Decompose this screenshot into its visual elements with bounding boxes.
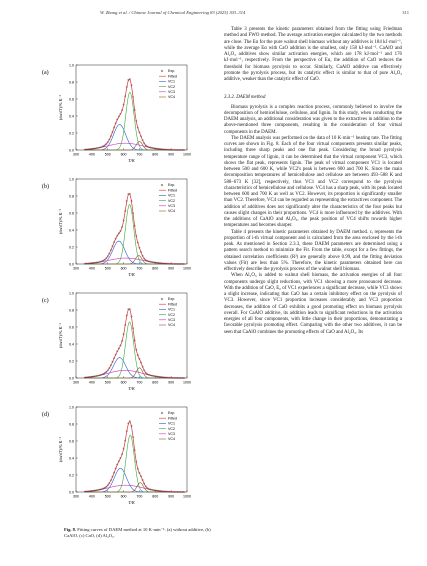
legend-label: VC3 <box>168 90 175 94</box>
y-tick-label: 0.4 <box>69 342 74 347</box>
legend-label: Fitted <box>168 188 177 193</box>
series-line-vc4 <box>84 368 185 378</box>
legend-label: VC2 <box>168 84 175 89</box>
series-line-vc3 <box>84 485 185 492</box>
paragraph-4: Table 4 presents the kinetic parameters obtained by DAEM method. cᵢ represents the proportion of i-th virtual component and is calculated from the area enclosed by the i-th peak. As mentioned in Section 2.3.3, these DAEM parameters are determined using a pattern search method to minimize the Fit. From the table, except for a few fittings, the obtained correlation coefficients (R²) are generally above 0.99, and the fitting deviation values (Fit) are less than 5%. Therefore, the kinetic parameters obtained here can effectively describe the pyrolysis process of the walnut shell biomass. <box>224 229 402 272</box>
paragraph-5: When Al₂O₃ is added to walnut shell biomass, the activation energies of all four components undergo slight reductions, with VC1 showing a more pronounced decrease. With the addition of CaO, E₀ of VC1 experiences a significant decrease, while VC3 shows a slight increase, indicating that CaO has a certain inhibitory effect on the pyrolysis of VC3. However, since VC1 proportion increases considerably and VC3 proportion decreases, the addition of CaO exhibits a good promoting effect on biomass pyrolysis overall. For CaAlO additive, its addition leads to significant reductions in the activation energies of all four components, with little change in their proportions, demonstrating a favorable pyrolysis promoting effect. Comparing with the other two additives, it can be seen that CaAlO combines the promoting effects of CaO and Al₂O₃. Its <box>224 273 402 335</box>
chart-d-svg <box>12 402 217 517</box>
x-tick-label: 1000 <box>183 152 191 157</box>
legend-label: VC4 <box>168 437 175 442</box>
y-axis-label: (dα/dT)/% K⁻¹ <box>58 94 63 121</box>
legend-label: Fitted <box>168 416 177 421</box>
caption-label: Fig. 8. <box>64 527 77 532</box>
legend-label: VC1 <box>168 421 175 426</box>
legend-label: VC3 <box>168 318 175 322</box>
panel-d <box>12 402 217 517</box>
series-line-vc4 <box>84 256 185 264</box>
y-tick-label: 0.2 <box>69 473 74 478</box>
series-line-vc1 <box>84 468 185 492</box>
x-tick-label: 600 <box>120 266 127 271</box>
x-tick-label: 900 <box>168 494 175 499</box>
y-tick-label: 0.0 <box>69 376 74 381</box>
caption-text: Fitting curves of DAEM method at 10 K·min⁻¹: (a) without additive, (b) CaAlO, (c) CaO, (d) Al₂O₃. <box>64 527 211 538</box>
legend-label: Exp. <box>168 69 176 74</box>
y-axis-label: (dα/dT)/% K⁻¹ <box>58 436 63 463</box>
panel-c <box>12 288 217 403</box>
x-tick-label: 1000 <box>183 380 191 385</box>
legend-marker <box>161 412 163 414</box>
journal-citation: W. Zhang et al. / Chinese Journal of Chemical Engineering 83 (2025) 303–314 <box>100 10 246 15</box>
x-tick-label: 900 <box>168 380 175 385</box>
legend-label: VC4 <box>168 323 175 328</box>
x-tick-label: 400 <box>88 380 95 385</box>
x-tick-label: 300 <box>73 494 79 499</box>
legend-label: VC2 <box>168 426 175 431</box>
legend-label: VC2 <box>168 198 175 203</box>
y-tick-label: 1.0 <box>69 405 74 410</box>
right-text-column <box>224 27 402 336</box>
paragraph-3: The DAEM analysis was performed on the data of 10 K·min⁻¹ heating rate. The fitting curves are shown in Fig. 8. Each of the four virtual components presents similar peaks, including three sharp peaks and one flat peak. Considering the broad pyrolysis temperature range of lignin, it can be determined that the virtual component VC3, which shows the flat peak, represents lignin. The peak of virtual component VC1 is located between 500 and 600 K, while VC2's peak is between 600 and 700 K. Since the main decomposition temperatures of hemicellulose and cellulose are between 493–588 K and 588–673 K [32], respectively, thus VC1 and VC2 correspond to the pyrolysis characteristics of hemicellulose and cellulose. VC4 has a sharp peak, with its peak located between 600 and 700 K as well as VC2. However, its proportion is significantly smaller than VC2. Therefore, VC4 can be regarded as representing the extractives component. The addition of additives does not significantly alter the characteristics of the four peaks but causes slight changes in their proportions. VC4 is more influenced by the additives. With the additions of CaAlO and Al₂O₃, the peak position of VC4 shifts towards higher temperatures and becomes sharper. <box>224 135 402 229</box>
series-line-vc2 <box>84 435 185 492</box>
x-tick-label: 900 <box>168 152 175 157</box>
y-tick-label: 0.0 <box>69 262 74 267</box>
y-tick-label: 1.0 <box>69 63 74 68</box>
x-axis-label: T/K <box>128 158 135 163</box>
y-tick-label: 0.6 <box>69 325 74 330</box>
legend-label: Exp. <box>168 297 176 302</box>
y-tick-label: 0.2 <box>69 359 74 364</box>
legend-label: VC1 <box>168 79 175 84</box>
legend-marker <box>161 298 163 300</box>
series-line-vc2 <box>84 92 185 150</box>
x-tick-label: 700 <box>136 266 143 271</box>
legend-marker <box>161 184 163 186</box>
x-tick-label: 400 <box>88 494 95 499</box>
running-header <box>60 10 409 20</box>
y-tick-label: 0.2 <box>69 131 74 136</box>
y-tick-label: 0.4 <box>69 228 74 233</box>
section-heading: 3.3.2. DAEM method <box>224 95 266 101</box>
legend-label: VC1 <box>168 307 175 312</box>
x-axis-label: T/K <box>128 500 135 505</box>
y-tick-label: 0.6 <box>69 211 74 216</box>
legend-label: VC3 <box>168 432 175 436</box>
legend-label: Fitted <box>168 74 177 79</box>
y-tick-label: 0.0 <box>69 490 74 495</box>
x-tick-label: 800 <box>152 152 159 157</box>
panel-a <box>12 60 217 175</box>
series-line-vc2 <box>84 205 185 265</box>
legend-label: VC3 <box>168 204 175 208</box>
x-tick-label: 700 <box>136 152 143 157</box>
panel-label: (a) <box>42 70 49 76</box>
series-line-vc2 <box>84 322 185 378</box>
x-tick-label: 500 <box>104 152 111 157</box>
x-tick-label: 1000 <box>183 494 191 499</box>
legend-label: VC1 <box>168 193 175 198</box>
x-tick-label: 600 <box>120 152 127 157</box>
chart-a-svg <box>12 60 217 175</box>
x-tick-label: 700 <box>136 380 143 385</box>
panel-label: (d) <box>42 412 49 418</box>
y-axis-label: (dα/dT)/% K⁻¹ <box>58 322 63 349</box>
panel-label: (b) <box>42 184 49 190</box>
x-tick-label: 800 <box>152 380 159 385</box>
paragraph-2: Biomass pyrolysis is a complex reaction process, commonly believed to involve the decomposition of hemicellulose, cellulose, and lignin. In this study, when conducting the DAEM analysis, an additional consideration was given to the extractives in addition to the above-mentioned three components, resulting in the consideration of four virtual components in the DAEM. <box>224 104 402 135</box>
x-tick-label: 400 <box>88 266 95 271</box>
legend-label: VC4 <box>168 209 175 214</box>
x-tick-label: 400 <box>88 152 95 157</box>
x-axis-label: T/K <box>128 272 135 277</box>
y-tick-label: 1.0 <box>69 291 74 296</box>
x-tick-label: 300 <box>73 266 79 271</box>
y-tick-label: 0.4 <box>69 456 74 461</box>
y-tick-label: 0.2 <box>69 245 74 250</box>
panel-b <box>12 174 217 289</box>
y-tick-label: 0.6 <box>69 97 74 102</box>
legend-label: VC4 <box>168 95 175 100</box>
x-tick-label: 800 <box>152 494 159 499</box>
figure-caption <box>64 527 214 539</box>
x-tick-label: 500 <box>104 380 111 385</box>
x-tick-label: 900 <box>168 266 175 271</box>
legend-label: Exp. <box>168 411 176 416</box>
x-tick-label: 700 <box>136 494 143 499</box>
x-tick-label: 1000 <box>183 266 191 271</box>
y-tick-label: 0.8 <box>69 308 74 313</box>
x-axis-label: T/K <box>128 386 135 391</box>
page-number: 311 <box>402 10 409 15</box>
y-tick-label: 0.0 <box>69 148 74 153</box>
x-tick-label: 300 <box>73 152 79 157</box>
y-tick-label: 0.8 <box>69 194 74 199</box>
y-tick-label: 1.0 <box>69 177 74 182</box>
legend-marker <box>161 70 163 72</box>
series-line-vc1 <box>84 125 185 150</box>
y-tick-label: 0.8 <box>69 422 74 427</box>
chart-c-svg <box>12 288 217 403</box>
paragraph-1: Table 3 presents the kinetic parameters obtained from the fitting using Friedman method and FWO method. The average activation energies calculated by the two methods are close. The Eα for the pure walnut shell biomass without any additives is 184 kJ·mol⁻¹, while the average Eα with CaO addition is the smallest, only 158 kJ·mol⁻¹. CaAlO and Al₂O₃ additives show similar activation energies, which are 178 kJ·mol⁻¹ and 176 kJ·mol⁻¹, respectively. From the perspective of Eα, the addition of CaO reduces the threshold for biomass pyrolysis to occur. Similarly, CaAlO additive can effectively promote the pyrolysis process, but its catalytic effect is similar to that of pure Al₂O₃ additive, weaker than the catalytic effect of CaO. <box>224 27 402 82</box>
legend-label: Exp. <box>168 183 176 188</box>
y-tick-label: 0.6 <box>69 439 74 444</box>
x-tick-label: 500 <box>104 494 111 499</box>
x-tick-label: 300 <box>73 380 79 385</box>
y-axis-label: (dα/dT)/% K⁻¹ <box>58 208 63 235</box>
chart-b-svg <box>12 174 217 289</box>
x-tick-label: 600 <box>120 380 127 385</box>
x-tick-label: 800 <box>152 266 159 271</box>
x-tick-label: 500 <box>104 266 111 271</box>
legend-label: VC2 <box>168 312 175 317</box>
y-tick-label: 0.8 <box>69 80 74 85</box>
panel-label: (c) <box>42 298 49 304</box>
legend-label: Fitted <box>168 302 177 307</box>
y-tick-label: 0.4 <box>69 114 74 119</box>
x-tick-label: 600 <box>120 494 127 499</box>
